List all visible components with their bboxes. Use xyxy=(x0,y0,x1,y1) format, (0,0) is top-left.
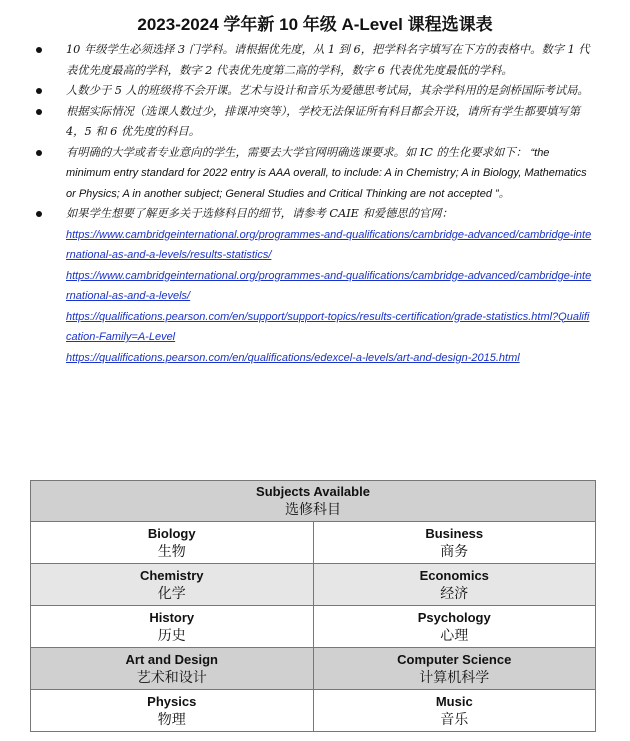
subject-en: Music xyxy=(435,693,473,709)
table-header-en: Subjects Available xyxy=(256,484,370,499)
bullet-icon xyxy=(36,109,42,115)
caie-results-statistics-link[interactable]: https://www.cambridgeinternational.org/programmes-and-qualifications/cambridge-advanced/cambridge-international-as-and-a-levels/results-statistics/ xyxy=(66,228,592,261)
table-header xyxy=(31,481,596,522)
list-item xyxy=(34,102,594,143)
subject-en: Economics xyxy=(419,567,489,583)
bullet-text: 根据实际情况（选课人数过少，排课冲突等），学校无法保证所有科目都会开设，请所有学生都要填写第 4，5 和 6 优先度的科目。 xyxy=(66,104,581,138)
subject-cell xyxy=(31,648,314,690)
subject-zh: 商务 xyxy=(440,542,469,559)
bullet-icon xyxy=(36,211,42,217)
subject-en: Physics xyxy=(147,693,197,709)
list-item xyxy=(34,40,594,81)
links-note-intro: 如果学生想要了解更多关于选修科目的细节，请参考 CAIE 和爱德思的官网： xyxy=(66,207,453,220)
bullet-icon xyxy=(36,88,42,94)
table-row xyxy=(31,564,596,606)
subject-en: Business xyxy=(425,525,484,541)
bullet-icon xyxy=(36,150,42,156)
list-item xyxy=(34,204,594,368)
subject-zh: 物理 xyxy=(157,710,186,727)
subject-cell xyxy=(31,564,314,606)
subject-cell xyxy=(313,606,596,648)
instructions-list xyxy=(34,40,594,368)
subject-cell xyxy=(313,564,596,606)
subject-cell xyxy=(313,522,596,564)
table-row xyxy=(31,522,596,564)
caie-as-a-levels-link[interactable]: https://www.cambridgeinternational.org/programmes-and-qualifications/cambridge-advanced/cambridge-international-as-and-a-levels/ xyxy=(66,269,592,302)
table-row xyxy=(31,690,596,732)
ic-note-intro: 有明确的大学或者专业意向的学生，需要去大学官网明确选课要求。如 IC 的生化要求如下： xyxy=(66,145,527,159)
subject-zh: 心理 xyxy=(440,626,469,643)
subject-en: Art and Design xyxy=(125,651,218,667)
table-row xyxy=(31,606,596,648)
subjects-table xyxy=(30,480,596,732)
subject-en: Biology xyxy=(147,525,196,541)
subject-zh: 计算机科学 xyxy=(419,668,490,685)
subject-cell xyxy=(313,648,596,690)
subject-cell xyxy=(313,690,596,732)
subject-zh: 音乐 xyxy=(440,710,469,727)
subject-en: History xyxy=(149,609,195,625)
subject-cell xyxy=(31,690,314,732)
list-item xyxy=(34,81,594,102)
subject-zh: 化学 xyxy=(157,584,186,601)
subject-en: Chemistry xyxy=(139,567,204,583)
pearson-grade-statistics-link[interactable]: https://qualifications.pearson.com/en/support/support-topics/results-certification/grade-statistics.html?Qualification-Family=A-Level xyxy=(66,310,590,343)
subject-zh: 生物 xyxy=(157,542,186,559)
subject-en: Computer Science xyxy=(397,651,512,667)
table-header-row xyxy=(31,481,596,522)
subject-zh: 经济 xyxy=(440,584,469,601)
ic-requirement-quote: “the minimum entry standard for 2022 entry is AAA overall, to include: A in Chemistry; A in Biology, Mathematics or Physics; A in another subject; General Studies and Critical Thinking are not accepted ”。 xyxy=(66,146,587,200)
bullet-text: 10 年级学生必须选择 3 门学科。请根据优先度，从 1 到 6，把学科名字填写在下方的表格中。数字 1 代表优先度最高的学科，数字 2 代表优先度第二高的学科，数字 6 代表优先度最低的学科。 xyxy=(66,43,590,77)
list-item xyxy=(34,143,594,205)
bullet-text: 人数少于 5 人的班级将不会开课。艺术与设计和音乐为爱德思考试局，其余学科用的是剑桥国际考试局。 xyxy=(66,84,589,97)
subject-zh: 历史 xyxy=(157,626,186,643)
table-row xyxy=(31,648,596,690)
subject-cell xyxy=(31,522,314,564)
subject-en: Psychology xyxy=(417,609,491,625)
subject-cell xyxy=(31,606,314,648)
bullet-icon xyxy=(36,47,42,53)
subject-zh: 艺术和设计 xyxy=(136,668,207,685)
table-header-zh: 选修科目 xyxy=(285,501,341,517)
page-title: 2023-2024 学年新 10 年级 A-Level 课程选课表 xyxy=(137,15,493,34)
pearson-art-and-design-link[interactable]: https://qualifications.pearson.com/en/qualifications/edexcel-a-levels/art-and-design-2015.html xyxy=(66,351,520,364)
